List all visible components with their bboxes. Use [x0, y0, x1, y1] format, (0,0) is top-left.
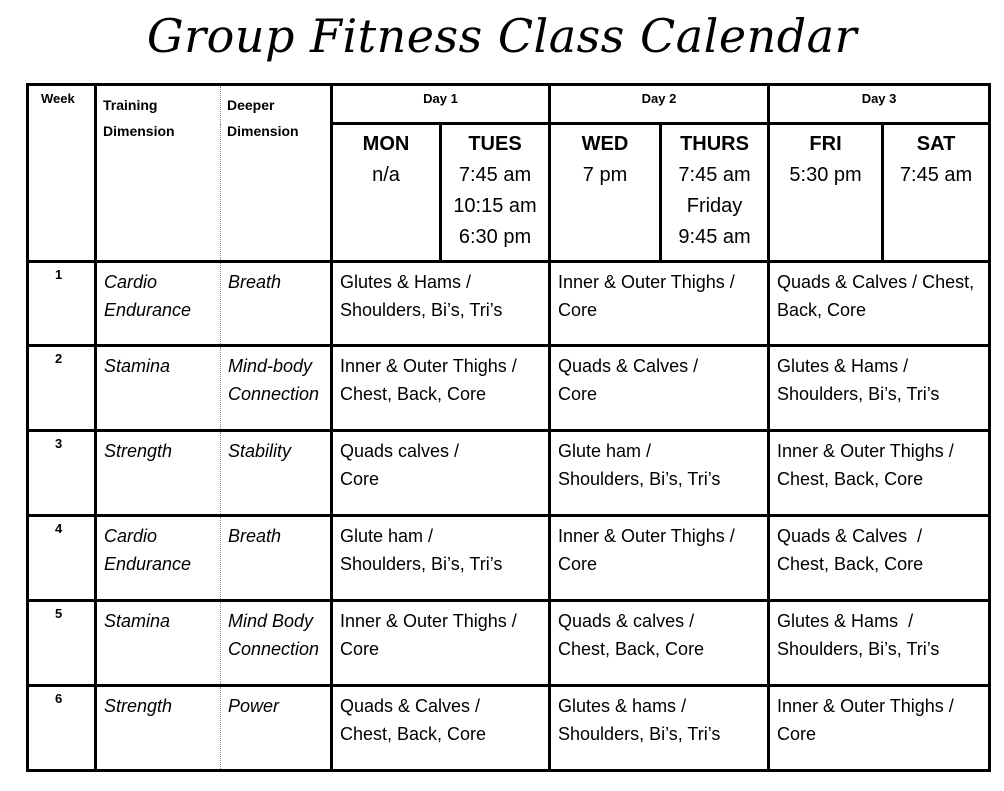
day-name: MON — [362, 133, 410, 155]
calendar-table — [26, 83, 991, 772]
week-number: 2 — [28, 346, 96, 431]
table-row — [28, 262, 990, 346]
week-number: 4 — [28, 516, 96, 601]
day-1-workout: Inner & Outer Thighs / Core — [332, 601, 550, 686]
day-1-workout: Quads & Calves / Chest, Back, Core — [332, 686, 550, 771]
day-time: 7 pm — [582, 164, 628, 186]
training-dimension-cell: Cardio Endurance — [96, 262, 221, 346]
day-2-workout: Quads & Calves / Core — [550, 346, 769, 431]
day-1-workout: Glutes & Hams / Shoulders, Bi’s, Tri’s — [332, 262, 550, 346]
day-time: 7:45 am — [458, 164, 532, 186]
day-name: THURS — [680, 133, 749, 155]
training-dimension-cell: Cardio Endurance — [96, 516, 221, 601]
table-row — [28, 601, 990, 686]
header-day-1: Day 1 — [332, 85, 550, 124]
day-column-fri — [769, 124, 883, 262]
header-week: Week — [28, 85, 96, 262]
day-2-workout: Inner & Outer Thighs / Core — [550, 516, 769, 601]
day-name: FRI — [809, 133, 842, 155]
training-dimension-cell: Strength — [96, 431, 221, 516]
deeper-dimension-cell: Mind Body Connection — [221, 601, 332, 686]
deeper-dimension-cell: Stability — [221, 431, 332, 516]
day-time: 7:45 am — [678, 164, 751, 186]
day-time: n/a — [372, 164, 400, 186]
day-time: 10:15 am — [453, 195, 537, 217]
week-number: 6 — [28, 686, 96, 771]
day-3-workout: Glutes & Hams / Shoulders, Bi’s, Tri’s — [769, 346, 990, 431]
day-2-workout: Inner & Outer Thighs / Core — [550, 262, 769, 346]
day-time: 9:45 am — [678, 226, 751, 248]
day-time: Friday — [686, 195, 743, 217]
deeper-dimension-cell: Mind-body Connection — [221, 346, 332, 431]
table-row — [28, 686, 990, 771]
table-row — [28, 516, 990, 601]
deeper-dimension-cell: Breath — [221, 516, 332, 601]
day-time: 5:30 pm — [789, 164, 862, 186]
header-training-dimension: Training Dimension — [96, 85, 221, 262]
training-dimension-cell: Strength — [96, 686, 221, 771]
day-name: TUES — [468, 133, 522, 155]
training-dimension-cell: Stamina — [96, 601, 221, 686]
day-time: 7:45 am — [899, 164, 973, 186]
day-1-workout: Glute ham / Shoulders, Bi’s, Tri’s — [332, 516, 550, 601]
day-3-workout: Inner & Outer Thighs / Core — [769, 686, 990, 771]
day-column-thurs — [661, 124, 769, 262]
deeper-dimension-cell: Breath — [221, 262, 332, 346]
table-row — [28, 346, 990, 431]
day-3-workout: Inner & Outer Thighs / Chest, Back, Core — [769, 431, 990, 516]
week-number: 5 — [28, 601, 96, 686]
day-1-workout: Inner & Outer Thighs / Chest, Back, Core — [332, 346, 550, 431]
day-2-workout: Quads & calves / Chest, Back, Core — [550, 601, 769, 686]
deeper-dimension-cell: Power — [221, 686, 332, 771]
header-deeper-dimension: Deeper Dimension — [221, 85, 332, 262]
day-1-workout: Quads calves / Core — [332, 431, 550, 516]
table-row — [28, 431, 990, 516]
day-name: SAT — [916, 133, 956, 155]
week-number: 1 — [28, 262, 96, 346]
header-day-3: Day 3 — [769, 85, 990, 124]
day-name: WED — [581, 133, 629, 155]
header-day-2: Day 2 — [550, 85, 769, 124]
day-column-sat — [883, 124, 990, 262]
day-column-wed — [550, 124, 661, 262]
day-2-workout: Glutes & hams / Shoulders, Bi’s, Tri’s — [550, 686, 769, 771]
day-time: 6:30 pm — [458, 226, 532, 248]
day-2-workout: Glute ham / Shoulders, Bi’s, Tri’s — [550, 431, 769, 516]
week-number: 3 — [28, 431, 96, 516]
day-3-workout: Quads & Calves / Chest, Back, Core — [769, 516, 990, 601]
day-3-workout: Quads & Calves / Chest, Back, Core — [769, 262, 990, 346]
page-title: Group Fitness Class Calendar — [146, 9, 858, 63]
day-column-mon — [332, 124, 441, 262]
training-dimension-cell: Stamina — [96, 346, 221, 431]
day-column-tues — [441, 124, 550, 262]
day-3-workout: Glutes & Hams / Shoulders, Bi’s, Tri’s — [769, 601, 990, 686]
